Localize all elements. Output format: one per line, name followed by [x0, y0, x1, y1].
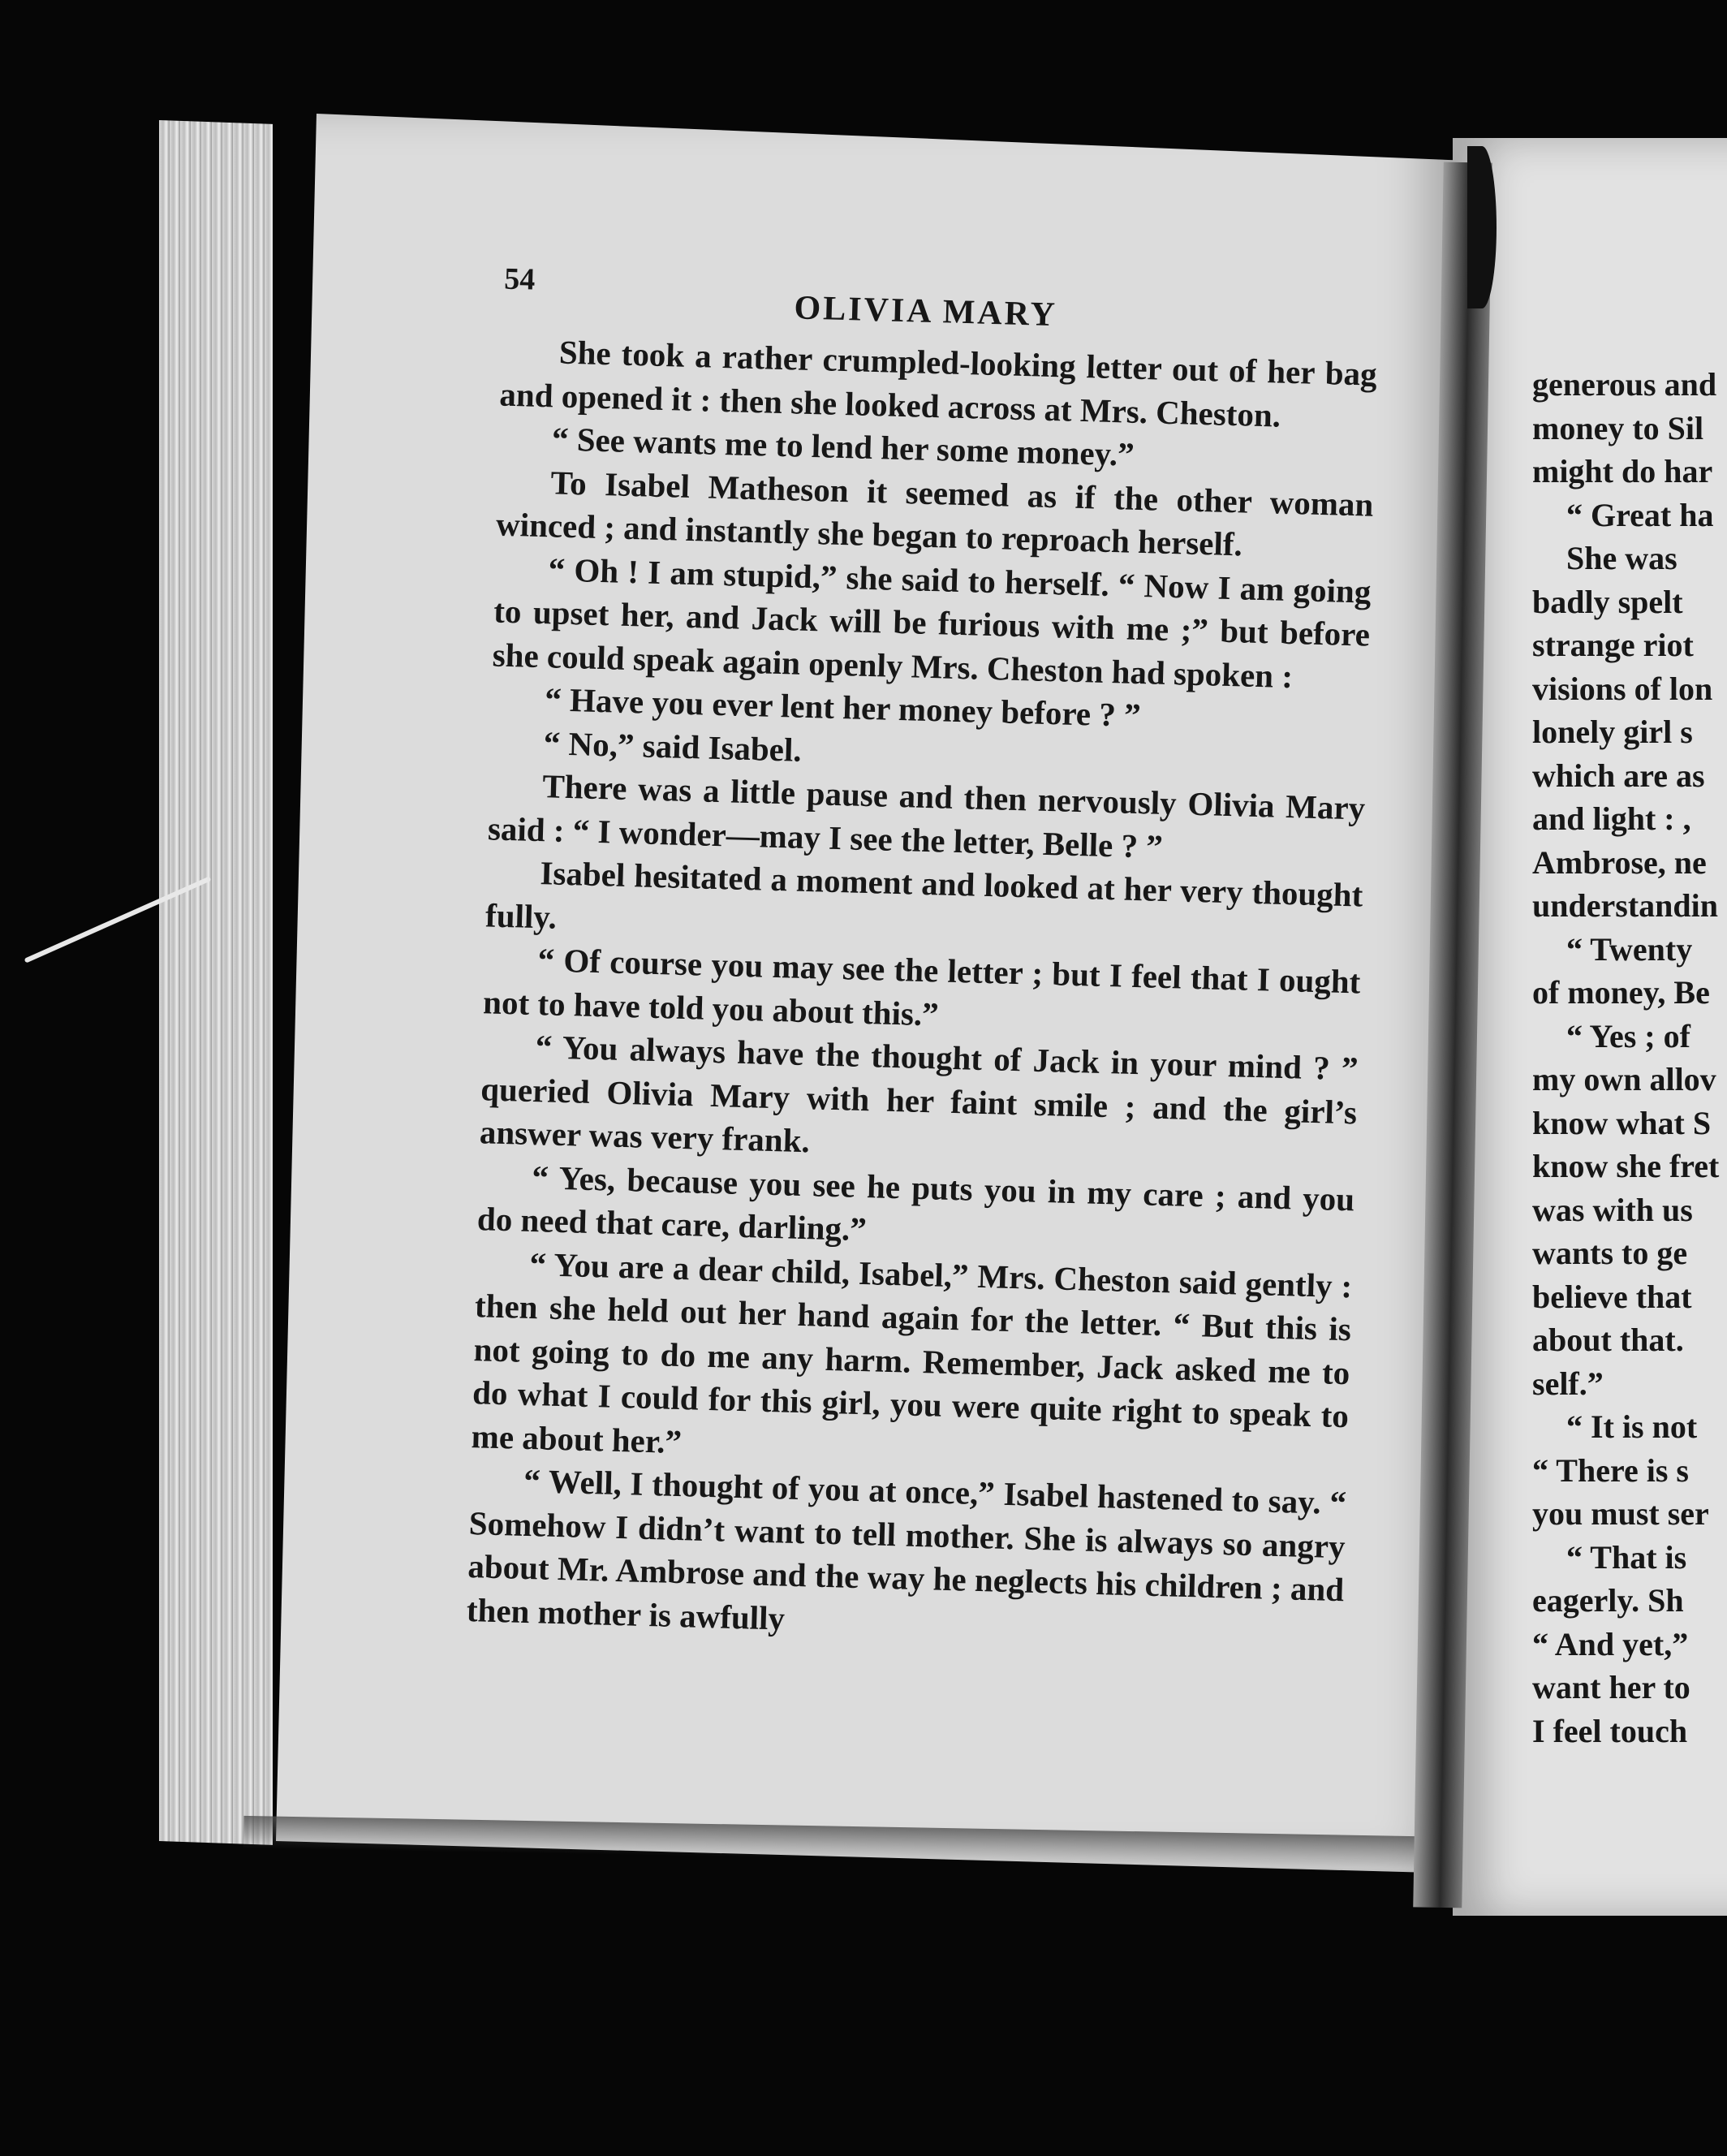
- torn-page-corner: [1467, 146, 1497, 308]
- paragraph: “ See wants me to lend her some money.”: [551, 420, 1135, 473]
- paragraph: “ Have you ever lent her money before ? ”: [544, 680, 1142, 735]
- right-page-line: and light : ,: [1532, 800, 1691, 837]
- paragraph: To Isabel Matheson it seemed as if the other woman winced ; and instantly she began to reproach herself.: [495, 463, 1374, 563]
- right-page-line: visions of lon: [1532, 670, 1713, 707]
- right-page-line: know what S: [1532, 1104, 1712, 1141]
- right-page-line: I feel touch: [1532, 1712, 1688, 1749]
- paragraph: There was a little pause and then nervously Olivia Mary said : “ I wonder—may I see the letter, Belle ? ”: [487, 767, 1366, 865]
- right-page-line: generous and: [1532, 366, 1717, 403]
- right-page-line: about that.: [1532, 1322, 1684, 1358]
- left-page-body: [466, 330, 1377, 1656]
- right-page-line: badly spelt: [1532, 583, 1683, 620]
- paragraph: “ No,” said Isabel.: [543, 723, 803, 769]
- paragraph: She took a rather crumpled-looking letter out of her bag and opened it : then she looked across at Mrs. Cheston.: [498, 333, 1378, 434]
- right-page-line: “ Yes ; of: [1566, 1017, 1690, 1054]
- right-page-line: She was: [1566, 540, 1677, 576]
- paragraph: “ Oh ! I am stupid,” she said to herself. “ Now I am going to upset her, and Jack will be furious with me ;” but before she could speak again openly Mrs. Cheston had spoken :: [492, 550, 1372, 695]
- right-page-line: was with us: [1532, 1191, 1693, 1228]
- right-page-line: self.”: [1532, 1365, 1604, 1402]
- running-head: OLIVIA MARY: [793, 289, 1058, 334]
- right-page-line: “ It is not: [1566, 1408, 1698, 1445]
- right-page-line: Ambrose, ne: [1532, 843, 1707, 881]
- paragraph: “ Yes, because you see he puts you in my care ; and you do need that care, darling.”: [476, 1158, 1355, 1248]
- right-page-line: “ There is s: [1532, 1451, 1689, 1489]
- right-page-line: which are as: [1532, 757, 1705, 794]
- right-page-line: wants to ge: [1532, 1235, 1688, 1271]
- right-page-line: you must ser: [1532, 1495, 1709, 1532]
- right-page-line: my own allov: [1532, 1061, 1716, 1097]
- right-page-text: [1532, 363, 1727, 1753]
- right-page-line: want her to: [1532, 1669, 1690, 1705]
- right-page-line: strange riot: [1532, 627, 1694, 663]
- right-page-line: know she fret: [1532, 1148, 1720, 1184]
- page-number: 54: [503, 261, 536, 297]
- paragraph: “ Of course you may see the letter ; but I feel that I ought not to have told you about this.”: [482, 941, 1361, 1033]
- book-page-edges: [159, 120, 273, 1845]
- right-page-line: “ Twenty: [1566, 930, 1693, 968]
- paragraph: “ Well, I thought of you at once,” Isabel hastened to say. “ Somehow I didn’t want to tell mother. She is always so angry about Mr. Ambrose and the way he neglects his children ; and then mother is awfully: [466, 1461, 1347, 1637]
- right-page-line: “ Great ha: [1566, 496, 1714, 533]
- right-page-line: believe that: [1532, 1278, 1692, 1315]
- paragraph: “ You always have the thought of Jack in your mind ? ” queried Olivia Mary with her faint smile ; and the girl’s answer was very frank.: [479, 1028, 1359, 1160]
- right-page-line: eagerly. Sh: [1532, 1582, 1684, 1619]
- right-page-line: “ That is: [1566, 1538, 1687, 1576]
- right-page-line: understandin: [1532, 887, 1718, 924]
- paragraph: “ You are a dear child, Isabel,” Mrs. Cheston said gently : then she held out her hand again for the letter. “ But this is not going to do me any harm. Remember, Jack asked me to do what I could for this girl, you were quite right to speak to me about her.”: [471, 1244, 1353, 1460]
- paragraph: Isabel hesitated a moment and looked at her very thought fully.: [485, 854, 1363, 936]
- right-page-line: “ And yet,”: [1532, 1625, 1689, 1662]
- right-page-line: of money, Be: [1532, 974, 1710, 1011]
- right-page-line: money to Sil: [1532, 409, 1704, 446]
- right-page-line: lonely girl s: [1532, 714, 1693, 750]
- right-page-line: might do har: [1532, 453, 1713, 489]
